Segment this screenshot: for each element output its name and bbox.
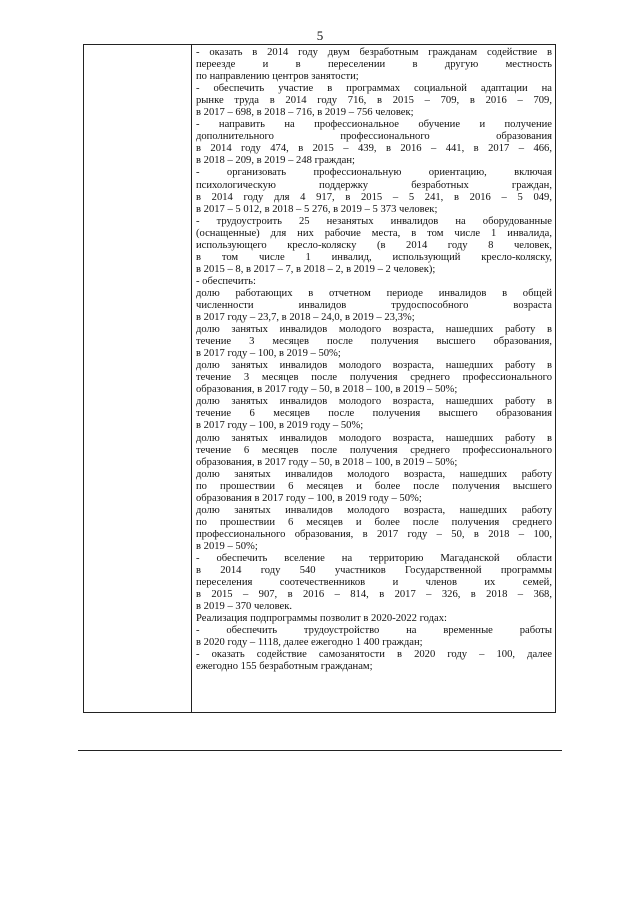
text-line: по прошествии 6 месяцев и более после получения высшего <box>196 480 552 492</box>
text-line: ежегодно 155 безработным гражданам; <box>196 661 373 673</box>
text-line: в 2014 году для 4 917, в 2015 – 5 241, в 2016 – 5 049, <box>196 191 552 203</box>
text-line: (оснащенные) для них рабочие места, в том числе 1 инвалида, <box>196 227 552 239</box>
text-line: долю занятых инвалидов молодого возраста, нашедших работу в <box>196 432 552 444</box>
text-line: в 2018 – 209, в 2019 – 248 граждан; <box>196 155 355 167</box>
text-line: долю занятых инвалидов молодого возраста, нашедших работу в <box>196 324 552 336</box>
text-line: в 2017 году – 100, в 2019 – 50%; <box>196 348 341 360</box>
text-line: в 2014 году 540 участников Государственной программы <box>196 565 552 577</box>
text-line: численности инвалидов трудоспособного возраста <box>196 299 552 311</box>
text-line: образования, в 2017 году – 50, в 2018 – 100, в 2019 – 50%; <box>196 384 458 396</box>
text-line: в 2015 – 8, в 2017 – 7, в 2018 – 2, в 2019 – 2 человек); <box>196 263 436 275</box>
text-line: образования в 2017 году – 100, в 2019 году – 50%; <box>196 492 422 504</box>
text-line: течение 6 месяцев после получения среднего профессионального <box>196 444 552 456</box>
bottom-divider <box>78 750 562 751</box>
text-line: профессионального образования, в 2017 году – 50, в 2018 – 100, <box>196 528 552 540</box>
text-line: долю занятых инвалидов молодого возраста, нашедших работу в <box>196 396 552 408</box>
text-line: течение 3 месяцев после получения среднего профессионального <box>196 372 552 384</box>
document-table <box>83 44 556 713</box>
table-right-cell <box>192 45 555 712</box>
text-line: в 2017 году – 100, в 2019 году – 50%; <box>196 420 364 432</box>
text-line: переезде и в переселении в другую местность <box>196 59 552 71</box>
text-line: рынке труда в 2014 году 716, в 2015 – 709, в 2016 – 709, <box>196 95 552 107</box>
text-line: - обеспечить: <box>196 275 256 287</box>
text-line: - обеспечить вселение на территорию Магаданской области <box>196 552 552 564</box>
text-line: психологическую поддержку безработных граждан, <box>196 179 552 191</box>
text-line: дополнительного профессионального образования <box>196 131 552 143</box>
text-line: - организовать профессиональную ориентацию, включая <box>196 167 552 179</box>
text-line: в 2014 году 474, в 2015 – 439, в 2016 – 441, в 2017 – 466, <box>196 143 552 155</box>
text-line: в 2017 – 5 012, в 2018 – 5 276, в 2019 – 5 373 человек; <box>196 203 438 215</box>
text-line: - оказать в 2014 году двум безработным гражданам содействие в <box>196 47 552 58</box>
text-line: в 2015 – 907, в 2016 – 814, в 2017 – 326, в 2018 – 368, <box>196 589 552 601</box>
text-line: в 2017 – 698, в 2018 – 716, в 2019 – 756 человек; <box>196 107 414 119</box>
page-number: 5 <box>316 28 324 43</box>
text-line: - обеспечить трудоустройство на временные работы <box>196 625 552 637</box>
text-line: долю занятых инвалидов молодого возраста, нашедших работу <box>196 468 552 480</box>
text-line: по направлению центров занятости; <box>196 71 359 83</box>
text-line: в 2019 – 50%; <box>196 540 258 552</box>
text-line: - направить на профессиональное обучение и получение <box>196 119 552 131</box>
text-line: - обеспечить участие в программах социальной адаптации на <box>196 83 552 95</box>
text-line: долю занятых инвалидов молодого возраста, нашедших работу в <box>196 360 552 372</box>
text-line: течение 3 месяцев после получения высшего образования, <box>196 336 552 348</box>
text-line: использующего кресло-коляску (в 2014 году 8 человек, <box>196 239 552 251</box>
text-line: образования, в 2017 году – 50, в 2018 – 100, в 2019 – 50%; <box>196 456 458 468</box>
text-line: долю работающих в отчетном периоде инвалидов в общей <box>196 287 552 299</box>
text-line: - трудоустроить 25 незанятых инвалидов на оборудованные <box>196 215 552 227</box>
text-line: Реализация подпрограммы позволит в 2020-2022 годах: <box>196 613 447 625</box>
text-line: в 2019 – 370 человек. <box>196 601 293 613</box>
text-line: по прошествии 6 месяцев и более после получения среднего <box>196 516 552 528</box>
text-line: - оказать содействие самозанятости в 2020 году – 100, далее <box>196 649 552 661</box>
text-line: течение 6 месяцев после получения высшего образования <box>196 408 552 420</box>
text-line: переселения соотечественников и членов их семей, <box>196 577 552 589</box>
text-line: долю занятых инвалидов молодого возраста, нашедших работу <box>196 504 552 516</box>
table-left-cell <box>84 45 192 712</box>
text-line: в том числе 1 инвалид, использующий кресло-коляску, <box>196 251 552 263</box>
text-line: в 2017 году – 23,7, в 2018 – 24,0, в 2019 – 23,3%; <box>196 312 415 324</box>
text-line: в 2020 году – 1118, далее ежегодно 1 400 граждан; <box>196 637 423 649</box>
